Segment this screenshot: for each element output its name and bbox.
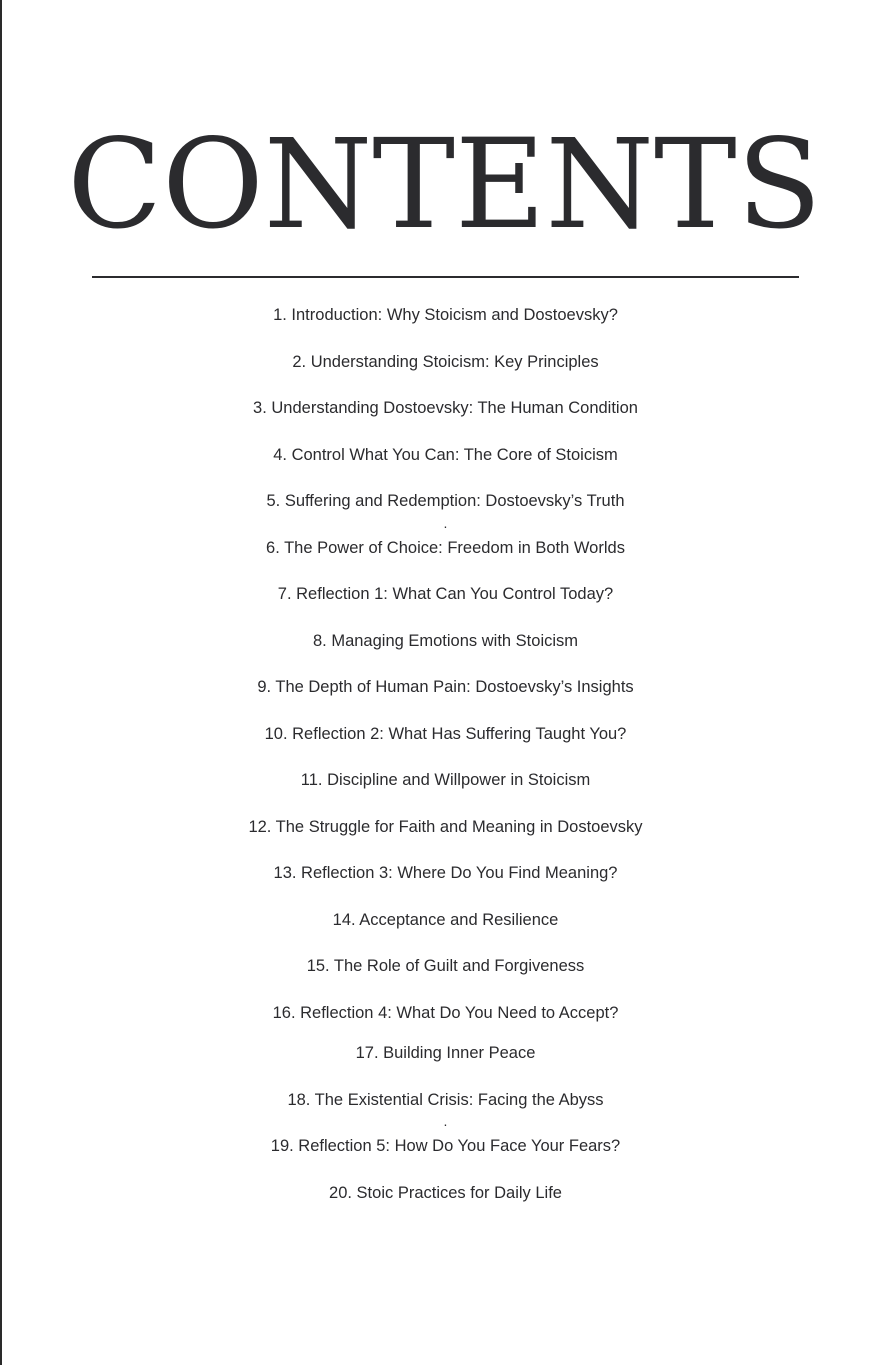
toc-item: 11. Discipline and Willpower in Stoicism: [300, 771, 591, 789]
toc-item: 5. Suffering and Redemption: Dostoevsky’s Truth: [266, 492, 625, 510]
stray-dot: .: [443, 1113, 448, 1129]
table-of-contents: [2, 0, 879, 1365]
toc-item: 3. Understanding Dostoevsky: The Human Condition: [253, 399, 638, 417]
toc-item: 19. Reflection 5: How Do You Face Your Fears?: [270, 1137, 621, 1155]
toc-item: 17. Building Inner Peace: [355, 1044, 536, 1062]
toc-item: 14. Acceptance and Resilience: [332, 911, 559, 929]
toc-item: 9. The Depth of Human Pain: Dostoevsky’s Insights: [257, 678, 634, 696]
toc-item: 4. Control What You Can: The Core of Stoicism: [273, 446, 618, 464]
toc-item: 10. Reflection 2: What Has Suffering Taught You?: [264, 725, 627, 743]
toc-item: 8. Managing Emotions with Stoicism: [312, 632, 579, 650]
stray-dot: .: [443, 515, 448, 531]
toc-item: 15. The Role of Guilt and Forgiveness: [306, 957, 585, 975]
toc-item: 18. The Existential Crisis: Facing the Abyss: [287, 1091, 604, 1109]
toc-item: 1. Introduction: Why Stoicism and Dostoevsky?: [273, 306, 618, 324]
toc-item: 2. Understanding Stoicism: Key Principles: [292, 353, 599, 371]
toc-item: 12. The Struggle for Faith and Meaning in Dostoevsky: [248, 818, 643, 836]
toc-item: 20. Stoic Practices for Daily Life: [329, 1184, 562, 1202]
toc-item: 16. Reflection 4: What Do You Need to Accept?: [272, 1004, 619, 1022]
toc-item: 13. Reflection 3: Where Do You Find Meaning?: [273, 864, 618, 882]
toc-item: 7. Reflection 1: What Can You Control Today?: [277, 585, 614, 603]
page-title: CONTENTS: [67, 113, 822, 257]
toc-item: 6. The Power of Choice: Freedom in Both Worlds: [266, 539, 625, 557]
